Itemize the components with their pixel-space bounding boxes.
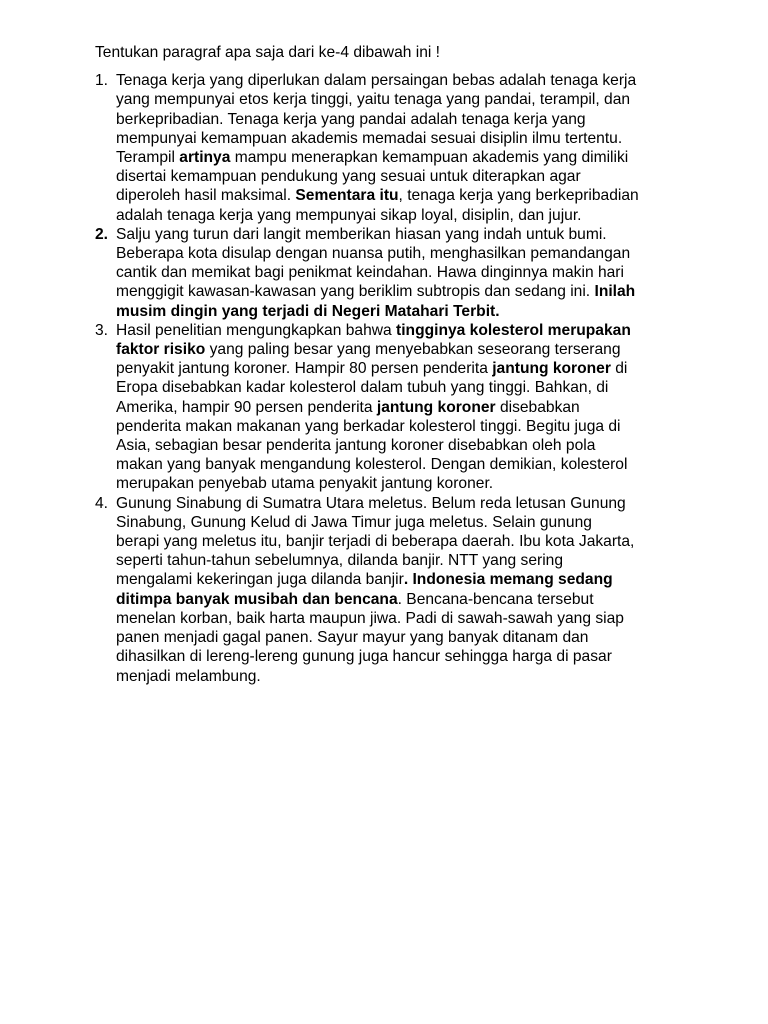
paragraph-line <box>116 570 725 589</box>
paragraph-item <box>95 71 725 225</box>
paragraph-item <box>95 225 725 321</box>
bold-phrase: Sementara itu <box>295 187 399 205</box>
paragraph-line <box>116 186 725 205</box>
text-run: cantik dan memikat bagi penikmat keindahan. Hawa dinginnya makin hari <box>116 264 624 282</box>
text-run: berapi yang meletus itu, banjir terjadi di beberapa daerah. Ibu kota Jakarta, <box>116 533 635 551</box>
bold-phrase: artinya <box>179 149 231 167</box>
bold-phrase: faktor risiko <box>116 341 206 359</box>
text-run: , tenaga kerja yang berkepribadian <box>398 187 639 205</box>
text-run: yang paling besar yang menyebabkan seseorang terserang <box>205 341 621 359</box>
paragraph-line <box>116 244 725 263</box>
paragraph-line <box>116 551 725 570</box>
text-run: yang mempunyai etos kerja tinggi, yaitu tenaga yang pandai, terampil, dan <box>116 91 631 109</box>
bold-phrase: ditimpa banyak musibah dan bencana <box>116 590 398 608</box>
paragraph-line <box>116 321 725 340</box>
paragraph-line <box>116 436 725 455</box>
text-run: dihasilkan di lereng-lereng gunung juga hancur sehingga harga di pasar <box>116 648 612 666</box>
paragraph-line <box>116 667 725 686</box>
bold-phrase: Inilah <box>594 283 636 301</box>
paragraph-number: 2. <box>95 225 109 243</box>
text-run: disertai kemampuan pendukung yang sesuai untuk diterapkan agar <box>116 168 581 186</box>
paragraph-number: 3. <box>95 321 109 339</box>
paragraph-number: 4. <box>95 494 109 512</box>
text-run: Asia, sebagian besar penderita jantung koroner disebabkan oleh pola <box>116 437 596 455</box>
text-run: Salju yang turun dari langit memberikan hiasan yang indah untuk bumi. <box>116 225 607 243</box>
text-run: mempunyai kemampuan akademis memadai sesuai disiplin ilmu tertentu. <box>116 129 623 147</box>
paragraph-line <box>116 532 725 551</box>
paragraph-item <box>95 494 725 686</box>
text-run: panen menjadi gagal panen. Sayur mayur yang banyak ditanam dan <box>116 629 589 647</box>
bold-phrase: . Indonesia memang sedang <box>403 571 613 589</box>
text-run: di <box>610 360 628 378</box>
text-run: merupakan penyebab utama penyakit jantung koroner. <box>116 475 494 493</box>
text-run: diperoleh hasil maksimal. <box>116 187 296 205</box>
text-run: . Bencana-bencana tersebut <box>397 590 594 608</box>
paragraph-line <box>116 494 725 513</box>
text-run: disebabkan <box>495 398 580 416</box>
paragraph-line <box>116 417 725 436</box>
paragraph-list <box>95 71 725 686</box>
paragraph-line <box>116 513 725 532</box>
paragraph-line <box>116 148 725 167</box>
paragraph-line <box>116 398 725 417</box>
paragraph-line <box>116 628 725 647</box>
text-run: Eropa disebabkan kadar kolesterol dalam tubuh yang tinggi. Bahkan, di <box>116 379 609 397</box>
paragraph-line <box>116 340 725 359</box>
text-run: berkepribadian. Tenaga kerja yang pandai adalah tenaga kerja yang <box>116 110 586 128</box>
paragraph-line <box>116 110 725 129</box>
text-run: Gunung Sinabung di Sumatra Utara meletus. Belum reda letusan Gunung <box>116 494 626 512</box>
text-run: Beberapa kota disulap dengan nuansa putih, menghasilkan pemandangan <box>116 245 631 263</box>
paragraph-number: 1. <box>95 72 109 90</box>
bold-phrase: jantung koroner <box>492 360 611 378</box>
text-run: penyakit jantung koroner. Hampir 80 persen penderita <box>116 360 493 378</box>
paragraph-line <box>116 167 725 186</box>
instruction-text: Tentukan paragraf apa saja dari ke-4 dibawah ini ! <box>95 44 441 61</box>
paragraph-line <box>116 474 725 493</box>
paragraph-line <box>116 90 725 109</box>
paragraph-line <box>116 206 725 225</box>
text-run: seperti tahun-tahun sebelumnya, dilanda banjir. NTT yang sering <box>116 552 564 570</box>
paragraph-line <box>116 590 725 609</box>
text-run: Sinabung, Gunung Kelud di Jawa Timur juga meletus. Selain gunung <box>116 513 592 531</box>
text-run: menggigit kawasan-kawasan yang beriklim subtropis dan sedang ini. <box>116 283 595 301</box>
text-run: makan yang banyak mengandung kolesterol. Dengan demikian, kolesterol <box>116 456 628 474</box>
text-run: mengalami kekeringan juga dilanda banjir <box>116 571 404 589</box>
bold-phrase: tingginya kolesterol merupakan <box>396 321 631 339</box>
text-run: Terampil <box>116 149 180 167</box>
text-run: mampu menerapkan kemampuan akademis yang dimiliki <box>230 149 629 167</box>
paragraph-line <box>116 263 725 282</box>
text-run: Tenaga kerja yang diperlukan dalam persaingan bebas adalah tenaga kerja <box>116 72 637 90</box>
document-page <box>95 43 725 686</box>
paragraph-line <box>116 302 725 321</box>
text-run: menelan korban, baik harta maupun jiwa. Padi di sawah-sawah yang siap <box>116 609 624 627</box>
bold-phrase: musim dingin yang terjadi di Negeri Matahari Terbit. <box>116 302 500 320</box>
paragraph-line <box>116 359 725 378</box>
paragraph-line <box>116 225 725 244</box>
paragraph-line <box>116 455 725 474</box>
paragraph-line <box>116 129 725 148</box>
paragraph-line <box>116 378 725 397</box>
paragraph-line <box>116 647 725 666</box>
bold-phrase: jantung koroner <box>376 398 496 416</box>
text-run: Hasil penelitian mengungkapkan bahwa <box>116 321 397 339</box>
paragraph-line <box>116 609 725 628</box>
paragraph-line <box>116 71 725 90</box>
text-run: menjadi melambung. <box>116 667 261 685</box>
paragraph-item <box>95 321 725 494</box>
text-run: penderita makan makanan yang berkadar kolesterol tinggi. Begitu juga di <box>116 417 621 435</box>
text-run: Amerika, hampir 90 persen penderita <box>116 398 377 416</box>
paragraph-line <box>116 282 725 301</box>
text-run: adalah tenaga kerja yang mempunyai sikap loyal, disiplin, dan jujur. <box>116 206 582 224</box>
